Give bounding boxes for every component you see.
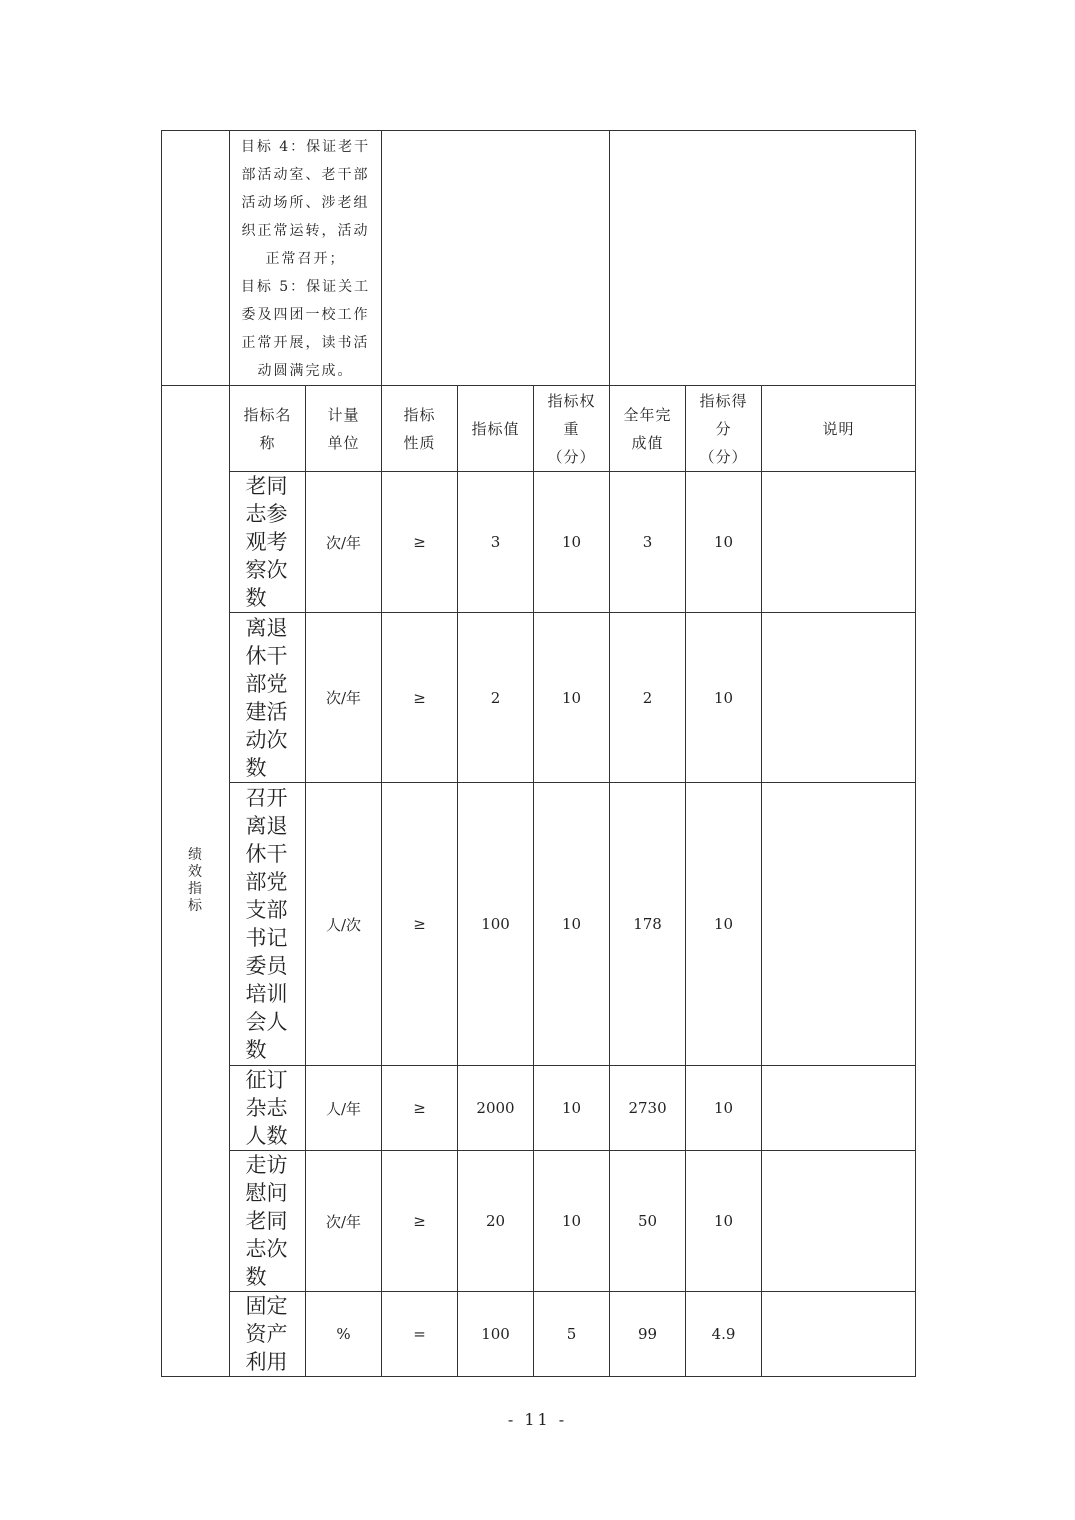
indicator-name: 离退休干部党建活动次数 [230, 613, 306, 783]
indicator-value: 100 [458, 783, 534, 1066]
indicator-name: 固定资产利用 [230, 1292, 306, 1377]
table-row [162, 1066, 916, 1151]
indicator-name: 征订杂志人数 [230, 1066, 306, 1151]
header-score: 指标得分（分） [686, 386, 762, 472]
header-actual: 全年完成值 [610, 386, 686, 472]
header-value: 指标值 [458, 386, 534, 472]
goals-middle-blank [382, 131, 610, 386]
table-row [162, 613, 916, 783]
table-row [162, 1151, 916, 1292]
indicator-nature: ≥ [382, 613, 458, 783]
indicator-weight: 5 [534, 1292, 610, 1377]
indicator-unit: 人/次 [306, 783, 382, 1066]
indicator-value: 2 [458, 613, 534, 783]
page-number: - 11 - [507, 1410, 568, 1429]
indicator-value: 100 [458, 1292, 534, 1377]
indicator-unit: 次/年 [306, 613, 382, 783]
header-name: 指标名称 [230, 386, 306, 472]
indicator-note [762, 1292, 916, 1377]
indicator-actual: 99 [610, 1292, 686, 1377]
goals-right-blank [610, 131, 916, 386]
indicator-weight: 10 [534, 783, 610, 1066]
indicator-actual: 2 [610, 613, 686, 783]
goals-left-blank [162, 131, 230, 386]
header-weight: 指标权重（分） [534, 386, 610, 472]
section-label: 绩效指标 [188, 847, 203, 914]
indicator-note [762, 1066, 916, 1151]
indicator-score: 4.9 [686, 1292, 762, 1377]
indicator-name: 老同志参观考察次数 [230, 472, 306, 613]
indicator-unit: 次/年 [306, 472, 382, 613]
indicator-unit: 次/年 [306, 1151, 382, 1292]
goals-row [162, 131, 916, 386]
indicator-weight: 10 [534, 472, 610, 613]
indicator-actual: 178 [610, 783, 686, 1066]
indicator-note [762, 613, 916, 783]
indicator-score: 10 [686, 783, 762, 1066]
indicator-note [762, 783, 916, 1066]
indicator-note [762, 1151, 916, 1292]
indicator-value: 3 [458, 472, 534, 613]
indicator-nature: ≥ [382, 1151, 458, 1292]
indicator-actual: 2730 [610, 1066, 686, 1151]
indicator-actual: 3 [610, 472, 686, 613]
table-row [162, 472, 916, 613]
header-unit: 计量单位 [306, 386, 382, 472]
goal-5-text: 目标 5：保证关工委及四团一校工作正常开展，读书活动圆满完成。 [240, 279, 371, 379]
header-row [162, 386, 916, 472]
header-note: 说明 [762, 386, 916, 472]
indicator-unit: % [306, 1292, 382, 1377]
indicator-score: 10 [686, 1066, 762, 1151]
indicator-weight: 10 [534, 613, 610, 783]
indicator-score: 10 [686, 472, 762, 613]
indicator-nature: = [382, 1292, 458, 1377]
header-nature: 指标性质 [382, 386, 458, 472]
goals-cell [230, 131, 382, 386]
indicator-name: 召开离退休干部党支部书记委员培训会人数 [230, 783, 306, 1066]
indicator-nature: ≥ [382, 1066, 458, 1151]
section-label-cell [162, 386, 230, 1377]
indicator-nature: ≥ [382, 472, 458, 613]
indicator-weight: 10 [534, 1066, 610, 1151]
indicator-actual: 50 [610, 1151, 686, 1292]
indicator-unit: 人/年 [306, 1066, 382, 1151]
table-row [162, 1292, 916, 1377]
indicator-nature: ≥ [382, 783, 458, 1066]
indicator-score: 10 [686, 1151, 762, 1292]
indicator-name: 走访慰问老同志次数 [230, 1151, 306, 1292]
indicator-value: 20 [458, 1151, 534, 1292]
performance-table [161, 130, 916, 1377]
table-row [162, 783, 916, 1066]
indicator-note [762, 472, 916, 613]
indicator-score: 10 [686, 613, 762, 783]
goal-4-text: 目标 4：保证老干部活动室、老干部活动场所、涉老组织正常运转，活动正常召开； [240, 139, 371, 267]
indicator-value: 2000 [458, 1066, 534, 1151]
indicator-weight: 10 [534, 1151, 610, 1292]
